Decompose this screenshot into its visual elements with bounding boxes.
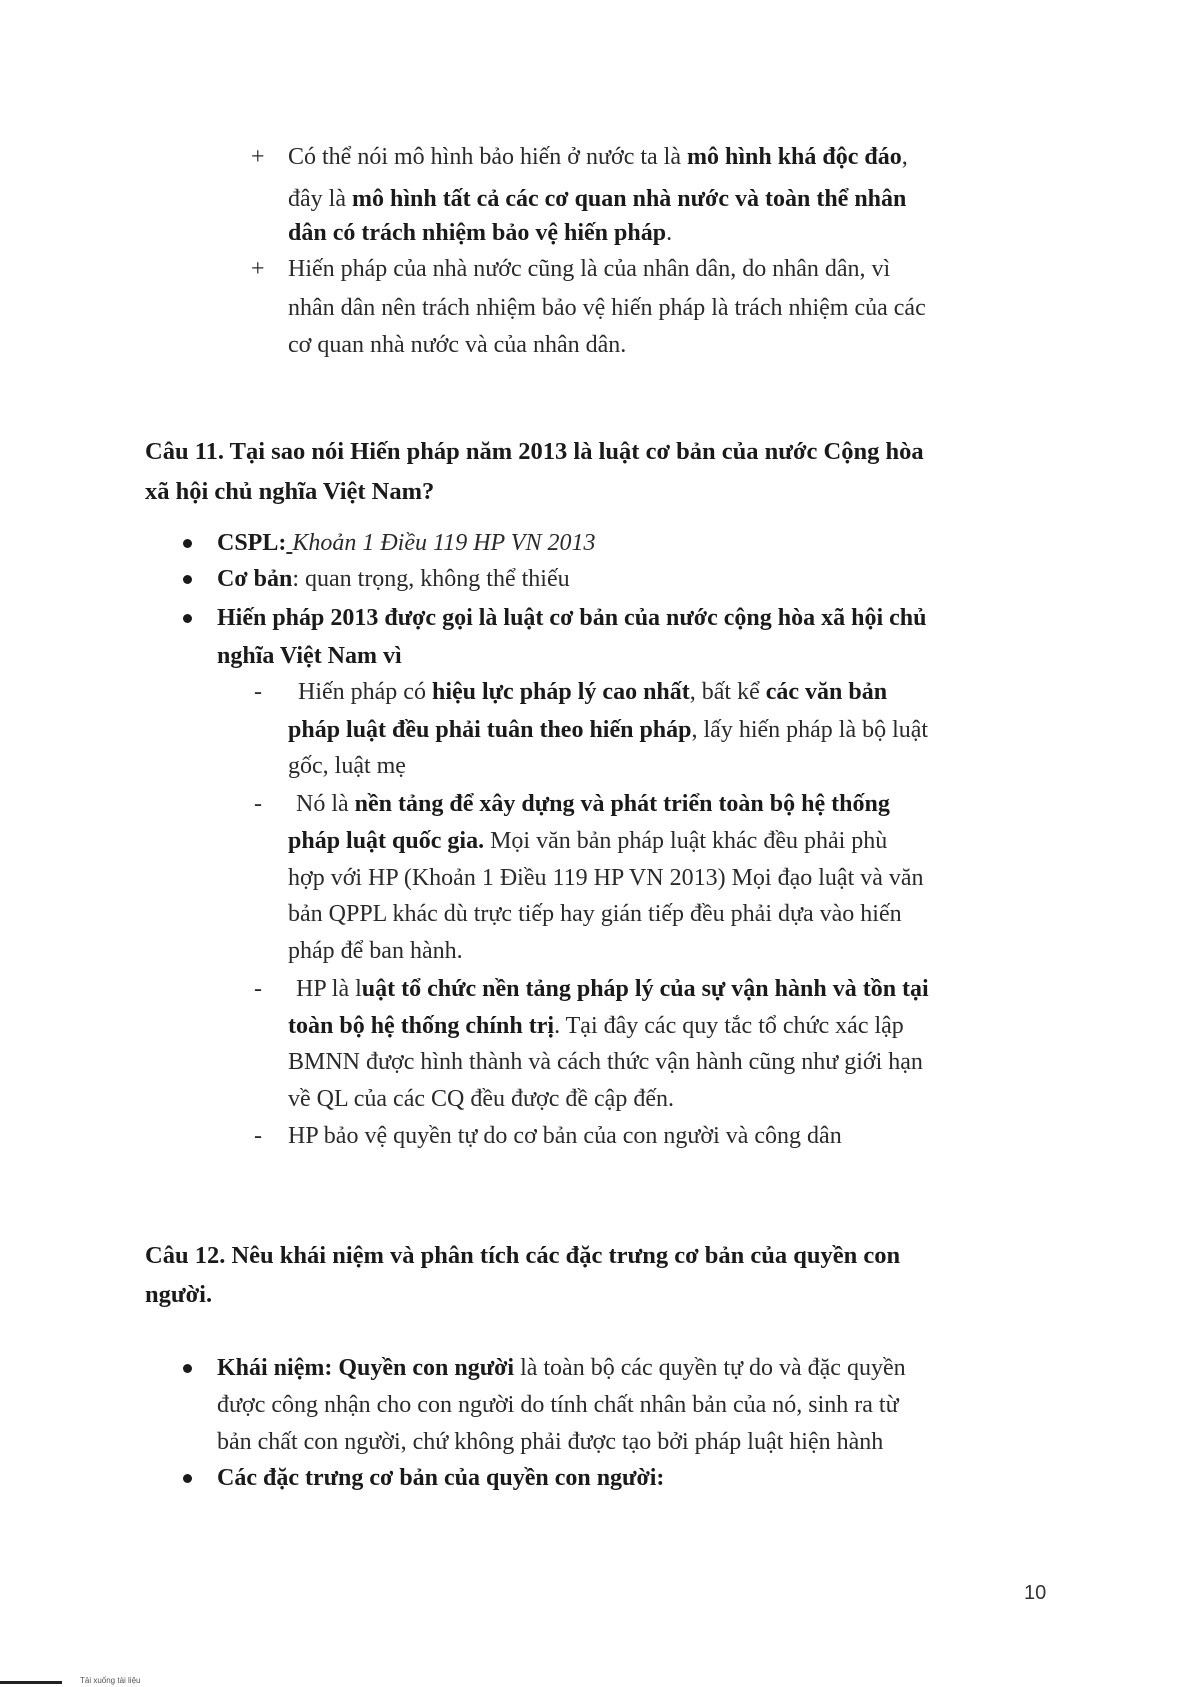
q11-dash2-line4: bản QPPL khác dù trực tiếp hay gián tiếp đều phải dựa vào hiến: [288, 901, 902, 927]
q11-dash1-line3: gốc, luật mẹ: [288, 753, 406, 779]
q11-dash3-line1: HP là luật tổ chức nền tảng pháp lý của sự vận hành và tồn tại: [296, 976, 929, 1002]
plus-marker: +: [251, 144, 265, 170]
bullet-icon: [183, 614, 192, 623]
q11-dash4-line1: HP bảo vệ quyền tự do cơ bản của con người và công dân: [288, 1123, 842, 1149]
bullet-icon: [183, 1364, 192, 1373]
dash-marker: -: [254, 679, 262, 705]
plus1-line2: đây là mô hình tất cả các cơ quan nhà nước và toàn thể nhân: [288, 186, 907, 212]
plus1-line3: dân có trách nhiệm bảo vệ hiến pháp.: [288, 220, 673, 246]
q11-bullet-reason-line1: Hiến pháp 2013 được gọi là luật cơ bản của nước cộng hòa xã hội chủ: [217, 605, 927, 631]
q11-dash3-line4: về QL của các CQ đều được đề cập đến.: [288, 1086, 674, 1112]
q11-dash2-line3: hợp với HP (Khoản 1 Điều 119 HP VN 2013) Mọi đạo luật và văn: [288, 865, 924, 891]
q12-bullet-features: Các đặc trưng cơ bản của quyền con người:: [217, 1465, 665, 1491]
plus2-line3: cơ quan nhà nước và của nhân dân.: [288, 332, 627, 358]
q11-bullet-reason-line2: nghĩa Việt Nam vì: [217, 643, 402, 669]
bullet-icon: [183, 575, 192, 584]
q11-dash3-line3: BMNN được hình thành và cách thức vận hành cũng như giới hạn: [288, 1049, 923, 1075]
q12-bullet-concept-line3: bản chất con người, chứ không phải được tạo bởi pháp luật hiện hành: [217, 1429, 884, 1455]
q12-title-line1: Câu 12. Nêu khái niệm và phân tích các đặc trưng cơ bản của quyền con: [145, 1242, 901, 1269]
footer-snippet: Tải xuống tài liệu: [80, 1676, 141, 1685]
dash-marker: -: [254, 791, 262, 817]
footer-bar: [0, 1681, 62, 1684]
q12-bullet-concept-line1: Khái niệm: Quyền con người là toàn bộ các quyền tự do và đặc quyền: [217, 1355, 906, 1381]
q11-dash1-line1: Hiến pháp có hiệu lực pháp lý cao nhất, bất kể các văn bản: [298, 679, 888, 705]
page-number: 10: [1024, 1582, 1047, 1604]
dash-marker: -: [254, 976, 262, 1002]
q11-dash2-line1: Nó là nền tảng để xây dựng và phát triển toàn bộ hệ thống: [296, 791, 890, 817]
q11-dash3-line2: toàn bộ hệ thống chính trị. Tại đây các quy tắc tổ chức xác lập: [288, 1013, 904, 1039]
bullet-icon: [183, 1474, 192, 1483]
bullet-icon: [183, 539, 192, 548]
q11-bullet-coban: Cơ bản: quan trọng, không thể thiếu: [217, 566, 570, 592]
plus-marker: +: [251, 256, 265, 282]
q12-title-line2: người.: [145, 1281, 213, 1308]
dash-marker: -: [254, 1123, 262, 1149]
q12-bullet-concept-line2: được công nhận cho con người do tính chất nhân bản của nó, sinh ra từ: [217, 1392, 899, 1418]
q11-dash2-line2: pháp luật quốc gia. Mọi văn bản pháp luật khác đều phải phù: [288, 828, 888, 854]
q11-title-line1: Câu 11. Tại sao nói Hiến pháp năm 2013 là luật cơ bản của nước Cộng hòa: [145, 438, 924, 465]
plus2-line1: Hiến pháp của nhà nước cũng là của nhân dân, do nhân dân, vì: [288, 256, 891, 282]
q11-title-line2: xã hội chủ nghĩa Việt Nam?: [145, 478, 435, 505]
q11-dash2-line5: pháp để ban hành.: [288, 938, 463, 964]
plus2-line2: nhân dân nên trách nhiệm bảo vệ hiến pháp là trách nhiệm của các: [288, 295, 926, 321]
q11-dash1-line2: pháp luật đều phải tuân theo hiến pháp, lấy hiến pháp là bộ luật: [288, 717, 929, 743]
plus1-line1: Có thể nói mô hình bảo hiến ở nước ta là mô hình khá độc đáo,: [288, 144, 908, 170]
q11-bullet-cspl: CSPL: Khoản 1 Điều 119 HP VN 2013: [217, 530, 596, 556]
